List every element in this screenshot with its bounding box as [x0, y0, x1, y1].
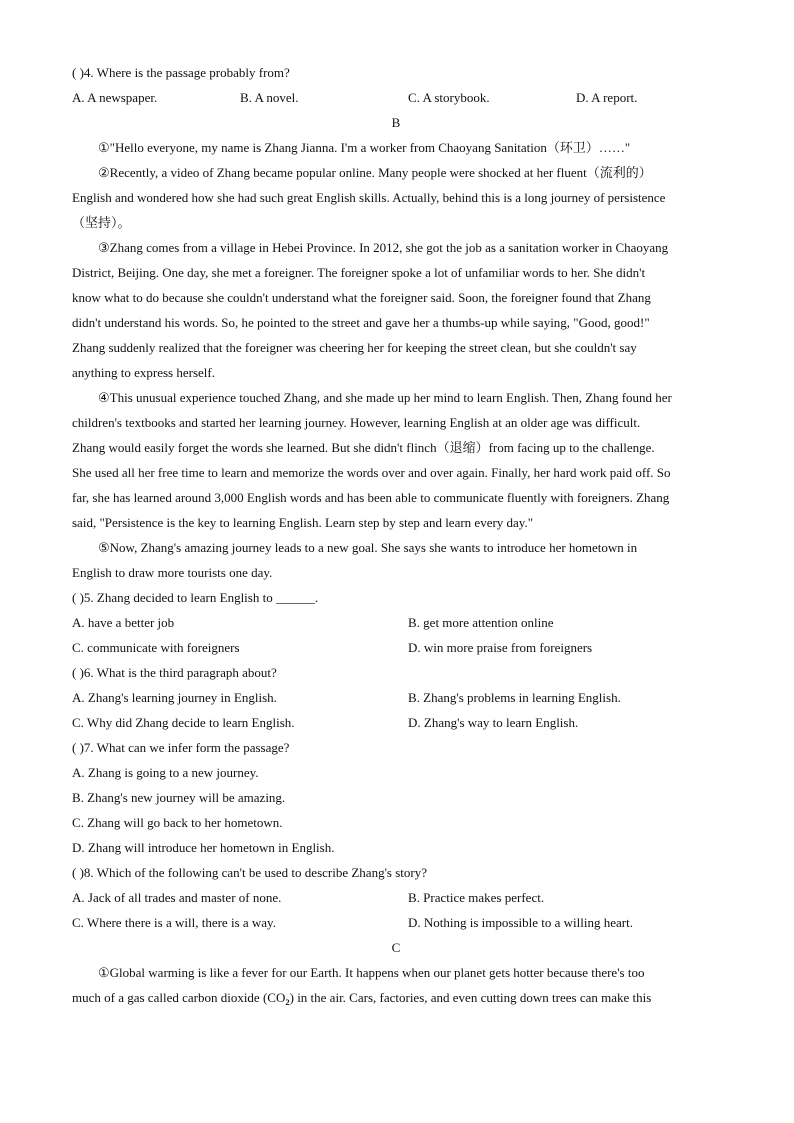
question-5-options-row-2 [72, 635, 720, 660]
question-4-option-c: C. A storybook. [408, 90, 490, 105]
question-6-option-a: A. Zhang's learning journey in English. [72, 690, 277, 705]
question-6-options-row-2 [72, 710, 720, 735]
question-5-stem: ( )5. Zhang decided to learn English to ______. [72, 590, 319, 605]
question-5-option-b: B. get more attention online [408, 615, 554, 630]
passage-b-line: （坚持）。 [72, 215, 131, 230]
passage-b-line: said, "Persistence is the key to learning English. Learn step by step and learn every day." [72, 515, 534, 530]
question-5-option-d: D. win more praise from foreigners [408, 640, 593, 655]
question-6-option-b: B. Zhang's problems in learning English. [408, 690, 621, 705]
question-4-option-d: D. A report. [576, 90, 638, 105]
passage-b-line: ⑤Now, Zhang's amazing journey leads to a new goal. She says she wants to introduce her hometown in [98, 540, 638, 555]
passage-b-heading: B [391, 115, 401, 130]
question-8-stem: ( )8. Which of the following can't be used to describe Zhang's story? [72, 865, 427, 880]
passage-b-line: English to draw more tourists one day. [72, 565, 273, 580]
question-8-options-row-1 [72, 885, 720, 910]
question-7-stem: ( )7. What can we infer form the passage? [72, 740, 290, 755]
question-6-option-c: C. Why did Zhang decide to learn English. [72, 715, 295, 730]
question-7-option-b: B. Zhang's new journey will be amazing. [72, 790, 286, 805]
question-5-option-c: C. communicate with foreigners [72, 640, 240, 655]
question-4-option-a: A. A newspaper. [72, 90, 158, 105]
co2-subscript: 2 [285, 997, 290, 1007]
question-6-stem: ( )6. What is the third paragraph about? [72, 665, 277, 680]
question-7-option-d: D. Zhang will introduce her hometown in English. [72, 840, 335, 855]
passage-b-line: ②Recently, a video of Zhang became popular online. Many people were shocked at her fluent（流利的） [98, 165, 652, 180]
question-7-option-c: C. Zhang will go back to her hometown. [72, 815, 283, 830]
question-5-options-row-1 [72, 610, 720, 635]
passage-c-line-2-start: much of a gas called carbon dioxide (CO [72, 990, 286, 1005]
passage-b-line: children's textbooks and started her learning journey. However, learning English at an older age was difficult. [72, 415, 641, 430]
question-4-option-b: B. A novel. [240, 90, 299, 105]
question-8-option-b: B. Practice makes perfect. [408, 890, 545, 905]
question-5-option-a: A. have a better job [72, 615, 175, 630]
passage-b-line: District, Beijing. One day, she met a foreigner. The foreigner spoke a lot of unfamiliar words to her. She didn't [72, 265, 646, 280]
passage-b-line: She used all her free time to learn and memorize the words over and over again. Finally, her hard work paid off. So [72, 465, 671, 480]
passage-b-line: ①"Hello everyone, my name is Zhang Jianna. I'm a worker from Chaoyang Sanitation（环卫）……" [98, 140, 631, 155]
passage-b-line: ③Zhang comes from a village in Hebei Province. In 2012, she got the job as a sanitation worker in Chaoyang [98, 240, 669, 255]
passage-b-line: anything to express herself. [72, 365, 215, 380]
passage-b-line: know what to do because she couldn't understand what the foreigner said. Soon, the foreigner found that Zhang [72, 290, 651, 305]
passage-c-line-2-end: ) in the air. Cars, factories, and even cutting down trees can make this [289, 990, 652, 1005]
passage-c-line-1: ①Global warming is like a fever for our Earth. It happens when our planet gets hotter because there's too [98, 965, 645, 980]
passage-b-line: didn't understand his words. So, he pointed to the street and gave her a thumbs-up while saying, "Good, good!" [72, 315, 650, 330]
passage-b-line: Zhang would easily forget the words she learned. But she didn't flinch（退缩）from facing up to the challenge. [72, 440, 655, 455]
passage-b-line: English and wondered how she had such great English skills. Actually, behind this is a long journey of persistence [72, 190, 666, 205]
question-8-option-c: C. Where there is a will, there is a way. [72, 915, 276, 930]
question-7-option-a: A. Zhang is going to a new journey. [72, 765, 259, 780]
question-4-options [72, 85, 720, 110]
passage-c-line-2 [72, 985, 720, 1010]
passage-b-line: Zhang suddenly realized that the foreigner was cheering her for keeping the street clean, but she couldn't say [72, 340, 637, 355]
question-4-stem: ( )4. Where is the passage probably from? [72, 65, 290, 80]
passage-b-line: ④This unusual experience touched Zhang, and she made up her mind to learn English. Then, Zhang found her [98, 390, 672, 405]
question-8-option-d: D. Nothing is impossible to a willing heart. [408, 915, 633, 930]
question-8-option-a: A. Jack of all trades and master of none. [72, 890, 282, 905]
passage-c-heading: C [391, 940, 401, 955]
question-8-options-row-2 [72, 910, 720, 935]
question-6-option-d: D. Zhang's way to learn English. [408, 715, 579, 730]
passage-b-line: far, she has learned around 3,000 English words and has been able to communicate fluently with foreigners. Zhang [72, 490, 670, 505]
question-6-options-row-1 [72, 685, 720, 710]
